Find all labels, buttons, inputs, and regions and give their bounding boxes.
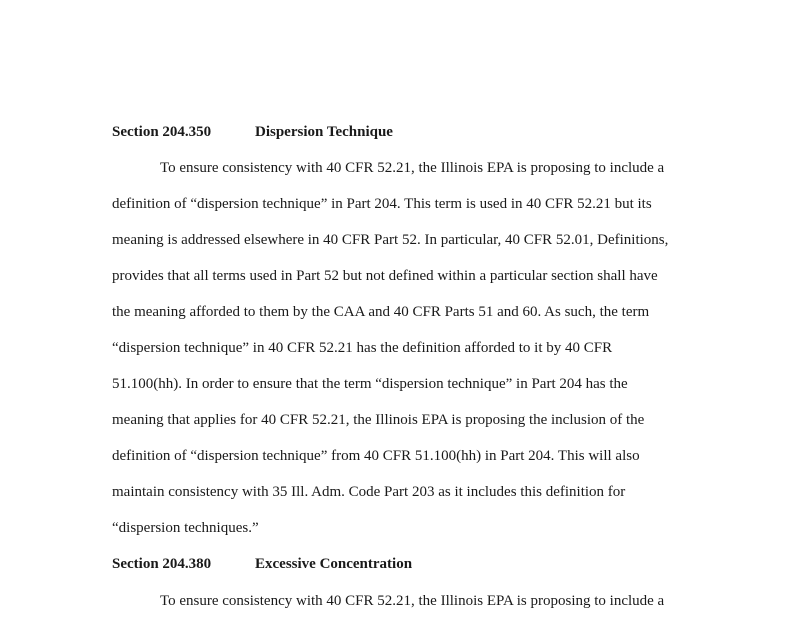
paragraph-line: “dispersion technique” in 40 CFR 52.21 has the definition afforded to it by 40 CFR xyxy=(112,340,613,356)
paragraph-line: definition of “dispersion technique” from 40 CFR 51.100(hh) in Part 204. This will also xyxy=(112,448,640,464)
section-heading-204-350 xyxy=(112,124,393,141)
paragraph-line: To ensure consistency with 40 CFR 52.21, the Illinois EPA is proposing to include a xyxy=(160,593,665,609)
section-title: Excessive Concentration xyxy=(255,556,413,572)
paragraph-line: 51.100(hh). In order to ensure that the term “dispersion technique” in Part 204 has the xyxy=(112,376,628,392)
paragraph-line: meaning is addressed elsewhere in 40 CFR Part 52. In particular, 40 CFR 52.01, Definitions, xyxy=(112,232,669,248)
paragraph-line: maintain consistency with 35 Ill. Adm. Code Part 203 as it includes this definition for xyxy=(112,484,626,500)
paragraph-line: meaning that applies for 40 CFR 52.21, the Illinois EPA is proposing the inclusion of the xyxy=(112,412,645,428)
section-heading-204-380 xyxy=(112,556,412,573)
paragraph-line: “dispersion techniques.” xyxy=(112,520,259,536)
paragraph-line: the meaning afforded to them by the CAA and 40 CFR Parts 51 and 60. As such, the term xyxy=(112,304,650,320)
section-number: Section 204.380 xyxy=(112,556,212,572)
paragraph-line: provides that all terms used in Part 52 but not defined within a particular section shall have xyxy=(112,268,658,284)
section-title: Dispersion Technique xyxy=(255,124,393,140)
section-number: Section 204.350 xyxy=(112,124,212,140)
paragraph-line: definition of “dispersion technique” in Part 204. This term is used in 40 CFR 52.21 but its xyxy=(112,196,652,212)
paragraph-line: To ensure consistency with 40 CFR 52.21, the Illinois EPA is proposing to include a xyxy=(160,160,665,176)
